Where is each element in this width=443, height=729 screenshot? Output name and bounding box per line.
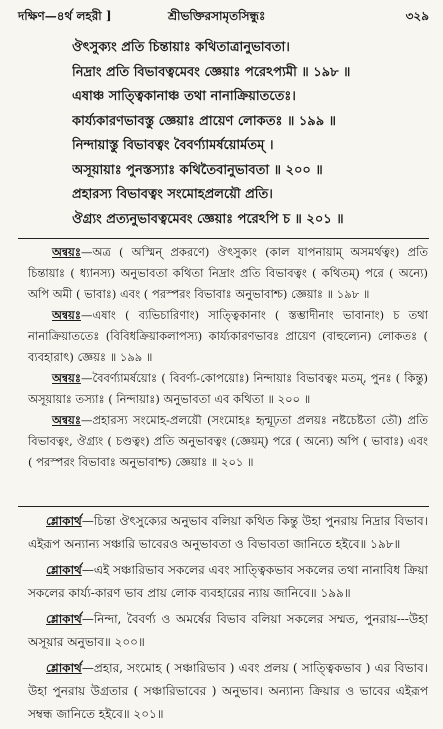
section-divider — [18, 238, 429, 239]
shlokartha-label: শ্লোকার্থ — [46, 514, 82, 528]
section-divider — [18, 506, 429, 507]
verse-line: নিন্দায়াস্তু বিভাবত্বং বৈবর্ণ্যামর্ষয়োর্মতম্ । — [72, 138, 274, 153]
anvaya-section — [28, 242, 428, 473]
shlokartha-text: —এই সঞ্চারিভাব সকলের এবং সাত্ত্বিকভাব সকলের তথা নানাবিধ ক্রিয়া সকলের কার্য্য-কারণ ভাব প্রায় লোক ব্যবহারের ন্যায় জানিবে॥ ১৯৯॥ — [28, 563, 428, 600]
anvaya-text: —বৈবর্ণ্যামর্ষয়োঃ ( বিবর্ণ্য-কোপয়োঃ) নিন্দায়াঃ বিভাবত্বং মতম্, পুনঃ ( কিন্তু) অসূয়ায়াঃ তস্যাঃ ( নিন্দায়াঃ) অনুভাবতা এব কথিতা ॥ ২০০ ॥ — [28, 371, 428, 406]
anvaya-label: অন্বয়ঃ — [52, 413, 81, 427]
verse-line: কার্য্যকারণভাবস্তু জ্ঞেয়াঃ প্রায়েণ লোকতঃ ॥ ১৯৯ ॥ — [72, 113, 337, 129]
shlokartha-label: শ্লোকার্থ — [46, 563, 82, 577]
shlokartha-paragraph — [28, 657, 428, 726]
anvaya-text: —প্রহারস্য সংমোহ-প্রলয়ৌ (সংমোহঃ হৃন্মূঢ়তা প্রলয়ঃ নষ্টচেষ্টতা তৌ) প্রতি বিভাবত্বং, ঔগ্র্যং ( চণ্ডত্বং) প্রতি অনুভাবত্বং (জ্ঞেয়ম্) পরে ( অন্যে) অপি ( ভাবাঃ) এবং ( পরস্পরং বিভাবাঃ অনুভাবাশ্চ) জ্ঞেয়াঃ ॥ ২০১ ॥ — [28, 413, 428, 469]
anvaya-paragraph — [28, 410, 428, 473]
anvaya-paragraph — [28, 305, 428, 368]
shlokartha-paragraph — [28, 608, 428, 654]
anvaya-label: অন্বয়ঃ — [52, 308, 81, 322]
shlokartha-paragraph — [28, 559, 428, 605]
verse-line: এষাঞ্চ সাত্ত্বিকানাঞ্চ তথা নানাক্রিয়াততেঃ। — [72, 89, 296, 104]
verse-line: নিদ্রাং প্রতি বিভাবত্বমেবং জ্ঞেয়াঃ পরেঽপ্যমী ॥ ১৯৮ ॥ — [72, 64, 351, 80]
shlokartha-section — [28, 510, 428, 729]
verse-line: প্রহারস্য বিভাবত্বং সংমোহপ্রলয়ৌ প্রতি। — [72, 187, 273, 202]
anvaya-text: —এষাং ( ব্যভিচারিণাং) সাত্ত্বিকানাং ( স্তম্ভাদীনাং ভাবানাং) চ তথা নানাক্রিয়াততেঃ (বিবিধক্রিয়াকলাপস্য) কার্য্যকারণভাবঃ প্রায়েণ (বাহুল্যেন) লোকতঃ ( ব্যবহারাৎ) জ্ঞেয়ঃ ॥ ১৯৯ ॥ — [28, 308, 428, 364]
verse-line: অসূয়ায়াঃ পুনস্তস্যাঃ কথিতৈবানুভাবতা ॥ ২০০ ॥ — [72, 162, 323, 178]
page-header — [18, 8, 429, 26]
verse-line: ঔগ্র্যং প্রত্যনুভাবত্বমেবং জ্ঞেয়াঃ পরেঽপি চ ॥ ২০১ ॥ — [72, 211, 344, 227]
shlokartha-text: —প্রহার, সংমোহ ( সঞ্চারিভাব ) এবং প্রলয় ( সাত্ত্বিকভাব ) এর বিভাব। উহা পুনরায় উগ্রতার ( সঞ্চারিভাবের ) অনুভাব। অন্যান্য ক্রিয়ার ও ভাবের এইরূপ সম্বন্ধ জানিতে হইবে॥ ২০১॥ — [28, 661, 428, 721]
shlokartha-text: —নিন্দা, বৈবর্ণ্য ও অমর্ষের বিভাব বলিয়া সকলের সম্মত, পুনরায়---উহা অসূয়ার অনুভাব॥ ২০০॥ — [28, 612, 428, 649]
anvaya-paragraph — [28, 242, 428, 305]
anvaya-label: অন্বয়ঃ — [52, 371, 81, 385]
shlokartha-text: —চিন্তা ঔৎসুক্যের অনুভাব বলিয়া কথিত কিন্তু উহা পুনরায় নিদ্রার বিভাব। এইরূপ অন্যান্য সঞ্চারি ভাবেরও অনুভাবতা ও বিভাবতা জানিতে হইবে॥ ১৯৮॥ — [28, 514, 428, 551]
sanskrit-verses — [72, 36, 432, 232]
page-number: ৩২৯ — [405, 9, 429, 23]
shlokartha-label: শ্লোকার্থ — [46, 612, 82, 626]
chapter-header: দক্ষিণ—৪র্থ লহরী ] — [18, 9, 112, 23]
shlokartha-label: শ্লোকার্থ — [46, 661, 82, 675]
anvaya-text: —অত্র ( অস্মিন্ প্রকরণে) ঔৎসুক্যং (কাল যাপনায়াম্ অসমর্থত্বং) প্রতি চিন্তায়াঃ ( ধ্যানস্য) অনুভাবতা কথিতা নিদ্রাং প্রতি বিভাবত্বং ( কথিতম্) পরে ( অন্যে) অপি অমী ( ভাবাঃ) এবং ( পরস্পরং বিভাবাঃ অনুভাবাশ্চ) জ্ঞেয়াঃ ॥ ১৯৮ ॥ — [28, 245, 428, 301]
anvaya-paragraph — [28, 368, 428, 410]
book-title: শ্রীভক্তিরসামৃতসিন্ধুঃ — [168, 9, 266, 23]
verse-line: ঔৎসুক্যং প্রতি চিন্তায়াঃ কথিতাত্রানুভাবতা। — [72, 40, 290, 55]
anvaya-label: অন্বয়ঃ — [52, 245, 81, 259]
shlokartha-paragraph — [28, 510, 428, 556]
